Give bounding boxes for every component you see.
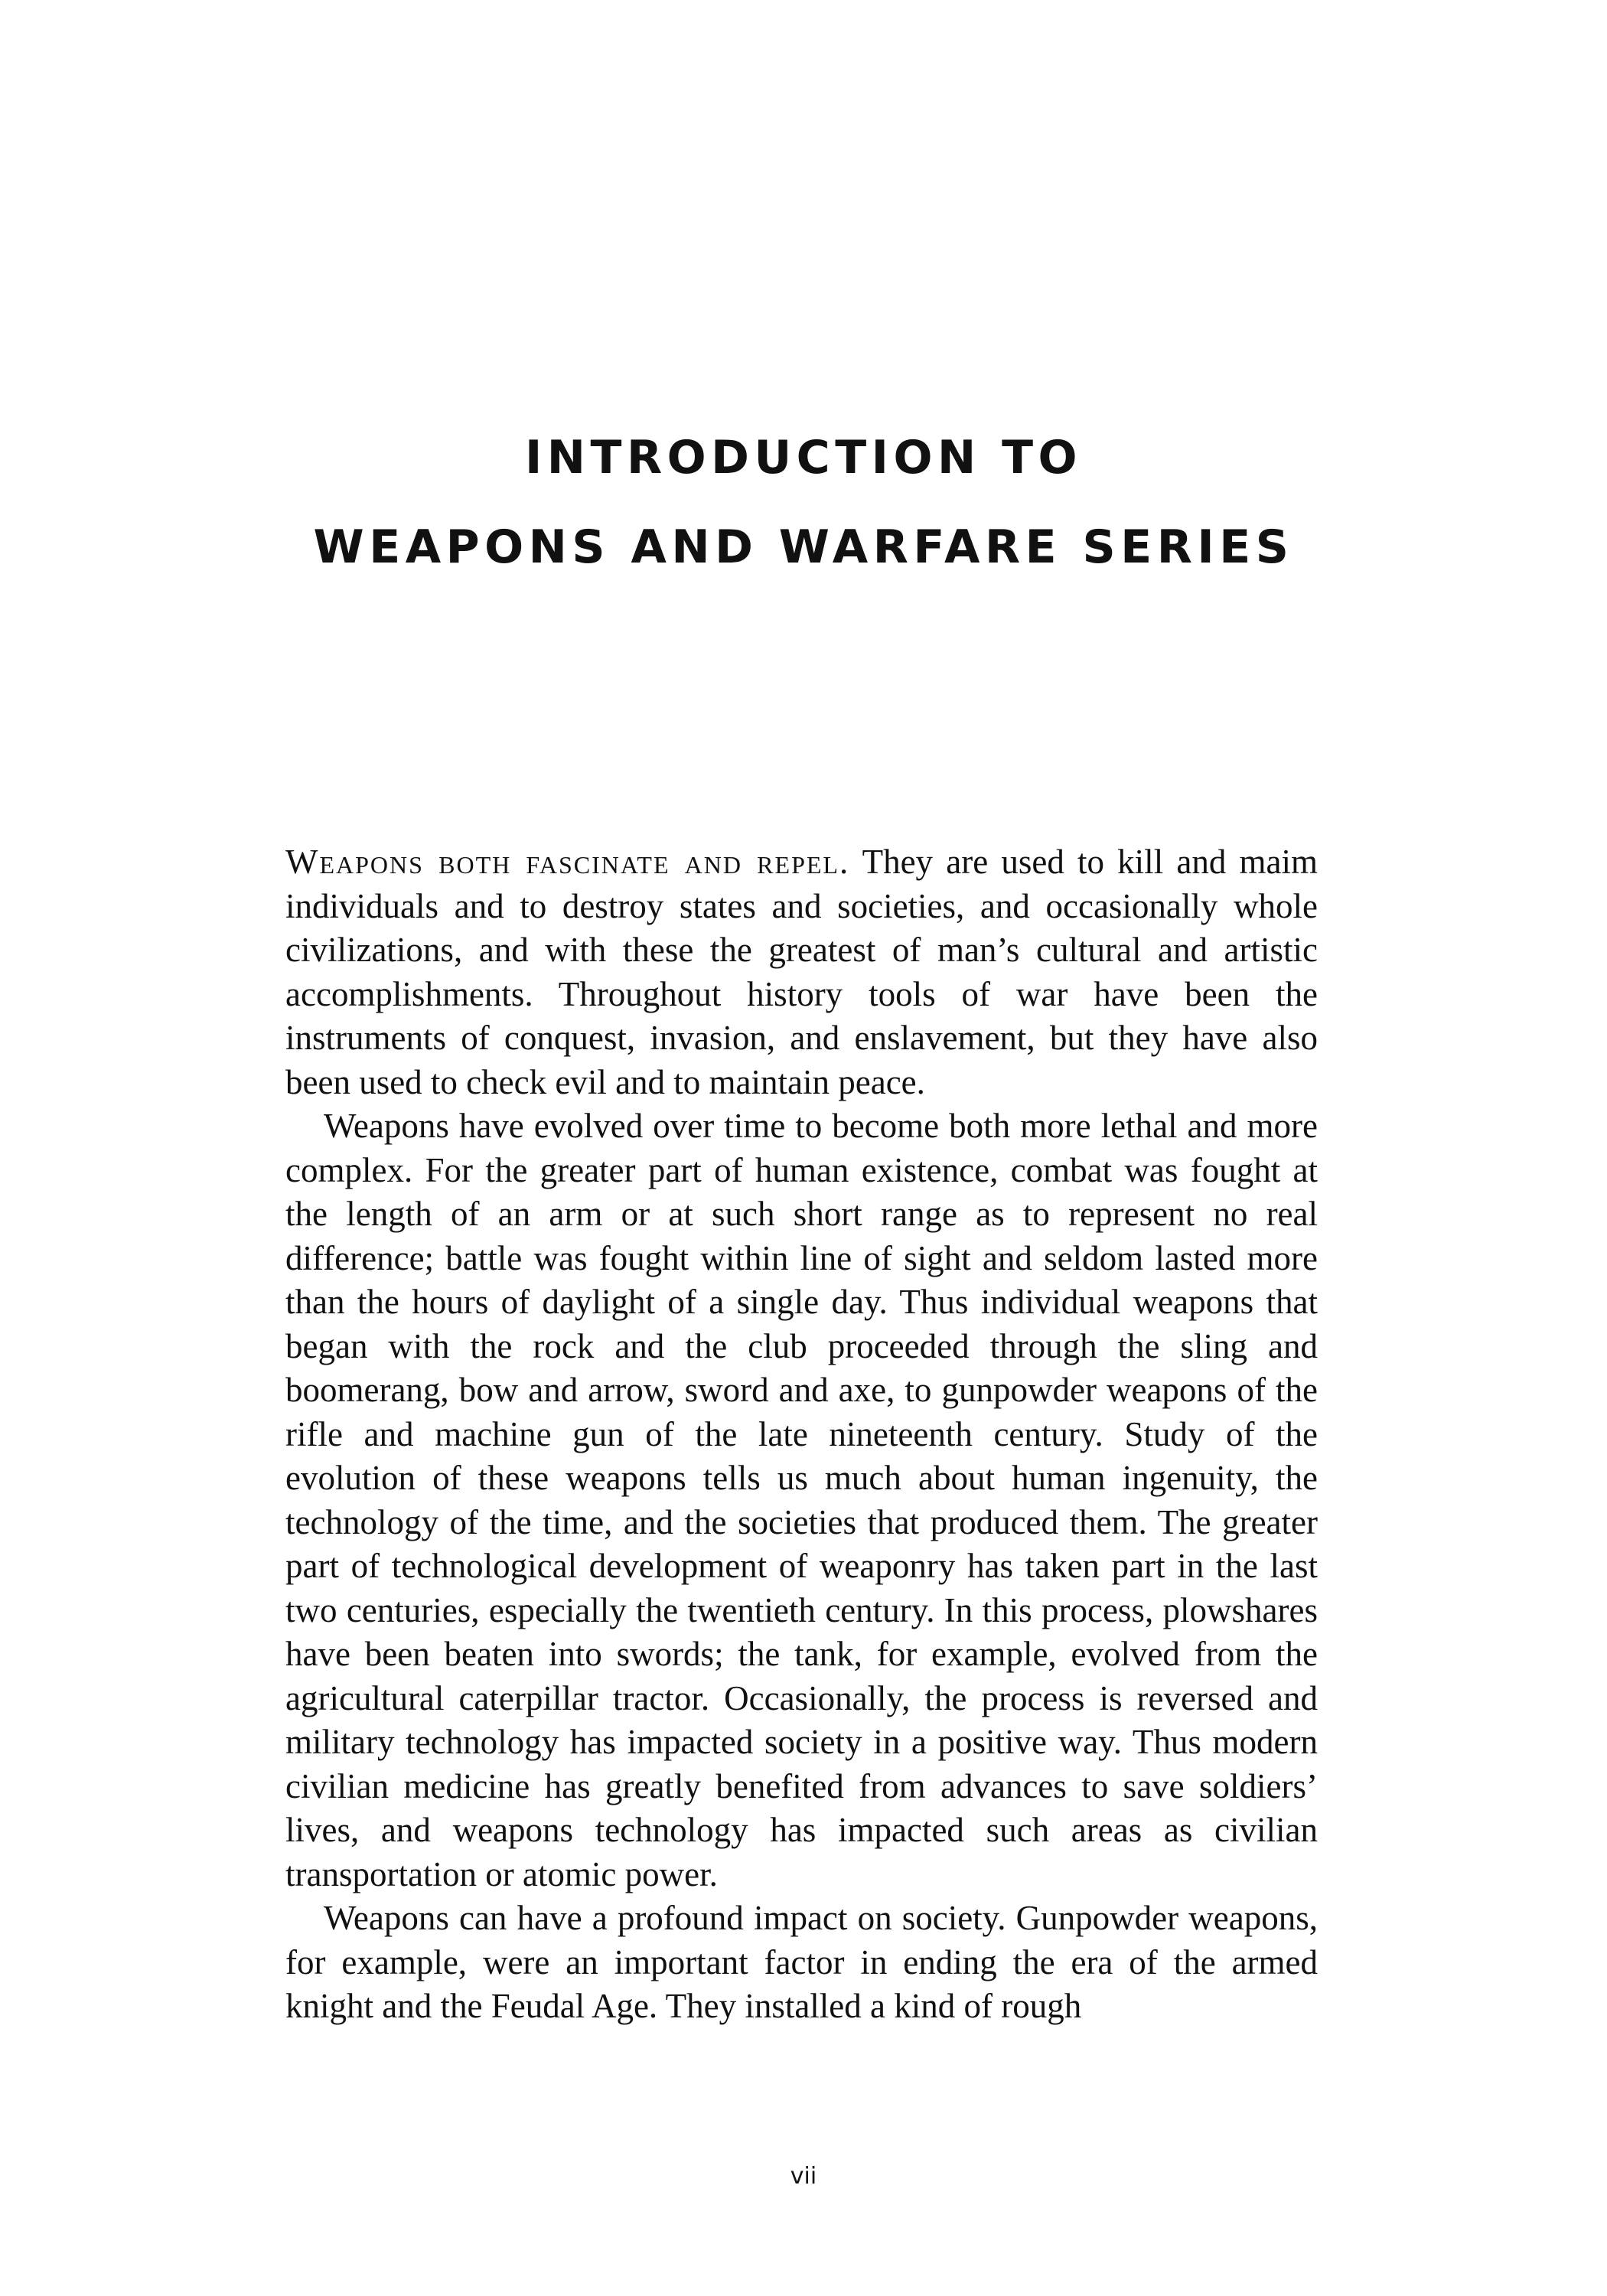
lead-in: Weapons both fascinate and repel. — [285, 843, 850, 881]
paragraph-1 — [285, 840, 1318, 1104]
paragraph-2: Weapons have evolved over time to become both more lethal and more complex. For the greater part of human existence, combat was fought at the length of an arm or at such short range as to represent no real difference; battle was fought within line of sight and seldom lasted more than the hours of daylight of a single day. Thus individual weapons that began with the rock and the club proceeded through the sling and boomerang, bow and arrow, sword and axe, to gunpowder weapons of the rifle and machine gun of the late nineteenth century. Study of the evolution of these weapons tells us much about human ingenuity, the technology of the time, and the societies that produced them. The greater part of technological development of weaponry has taken part in the last two centuries, especially the twentieth century. In this process, plowshares have been beaten into swords; the tank, for example, evolved from the agricultural caterpillar tractor. Occasionally, the process is reversed and military technology has impacted society in a positive way. Thus modern civilian medicine has greatly benefited from advances to save soldiers’ lives, and weapons technology has impacted such areas as civilian transportation or atomic power. — [285, 1107, 1318, 1893]
body-text — [285, 840, 1318, 2029]
paragraph-3: Weapons can have a profound impact on society. Gunpowder weapons, for example, were an important factor in ending the era of the armed knight and the Feudal Age. They installed a kind of rough — [285, 1899, 1318, 2025]
page-title-line-1: INTRODUCTION TO — [524, 431, 1083, 484]
page-number: vii — [790, 2163, 817, 2190]
page-title-line-2: WEAPONS AND WARFARE SERIES — [313, 520, 1294, 574]
paragraph-1-text: They are used to kill and maim individuals and to destroy states and societies, and occasionally whole civilizations, and with these the greatest of man’s cultural and artistic accomplishments. Throughout history tools of war have been the instruments of conquest, invasion, and enslavement, but they have also been used to check evil and to maintain peace. — [285, 843, 1319, 1101]
